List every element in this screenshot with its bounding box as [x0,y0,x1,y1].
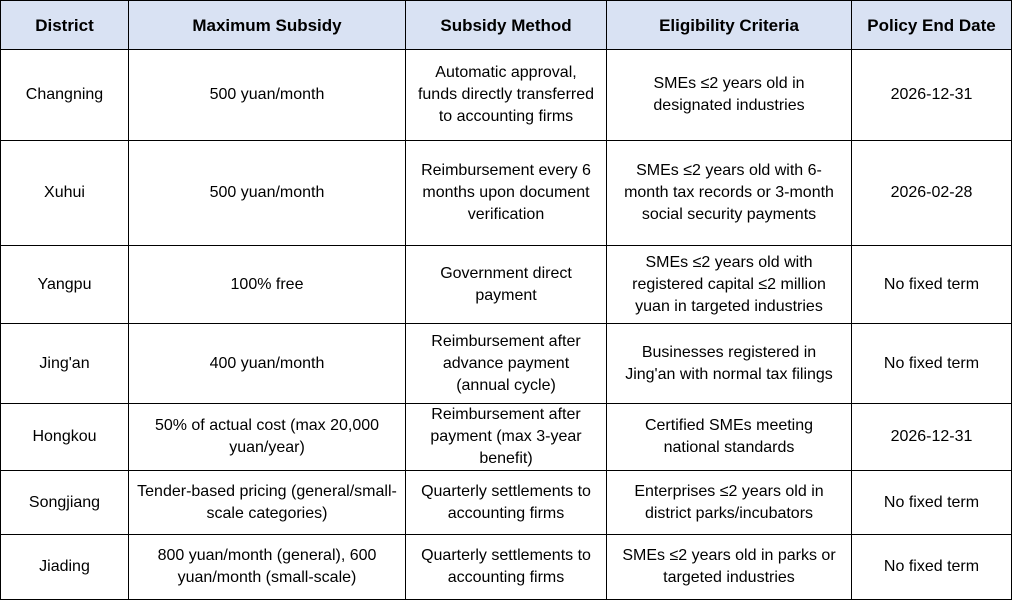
district-cell: Jiading [1,535,129,600]
max-subsidy-cell: 500 yuan/month [129,141,406,246]
header-maximum-subsidy: Maximum Subsidy [129,1,406,50]
end-date-cell: No fixed term [852,246,1012,324]
header-policy-end-date: Policy End Date [852,1,1012,50]
header-row [1,1,1012,50]
end-date-cell: 2026-12-31 [852,50,1012,141]
max-subsidy-cell: 500 yuan/month [129,50,406,141]
eligibility-cell: Certified SMEs meeting national standards [607,404,852,471]
max-subsidy-cell: 100% free [129,246,406,324]
method-cell: Quarterly settlements to accounting firms [406,535,607,600]
method-cell: Quarterly settlements to accounting firms [406,471,607,535]
method-cell: Reimbursement every 6 months upon document verification [406,141,607,246]
district-cell: Yangpu [1,246,129,324]
table-row [1,324,1012,404]
district-cell: Xuhui [1,141,129,246]
eligibility-cell: Enterprises ≤2 years old in district parks/incubators [607,471,852,535]
table-row [1,404,1012,471]
table-row [1,535,1012,600]
table-row [1,50,1012,141]
max-subsidy-cell: 50% of actual cost (max 20,000 yuan/year) [129,404,406,471]
district-cell: Songjiang [1,471,129,535]
end-date-cell: No fixed term [852,535,1012,600]
table-row [1,246,1012,324]
max-subsidy-cell: Tender-based pricing (general/small-scale categories) [129,471,406,535]
method-cell: Reimbursement after payment (max 3-year benefit) [406,404,607,471]
header-district: District [1,1,129,50]
district-cell: Hongkou [1,404,129,471]
header-eligibility-criteria: Eligibility Criteria [607,1,852,50]
max-subsidy-cell: 800 yuan/month (general), 600 yuan/month (small-scale) [129,535,406,600]
district-cell: Changning [1,50,129,141]
max-subsidy-cell: 400 yuan/month [129,324,406,404]
end-date-cell: No fixed term [852,324,1012,404]
table-row [1,471,1012,535]
eligibility-cell: SMEs ≤2 years old with registered capital ≤2 million yuan in targeted industries [607,246,852,324]
header-subsidy-method: Subsidy Method [406,1,607,50]
end-date-cell: 2026-12-31 [852,404,1012,471]
eligibility-cell: SMEs ≤2 years old with 6-month tax records or 3-month social security payments [607,141,852,246]
eligibility-cell: SMEs ≤2 years old in parks or targeted industries [607,535,852,600]
eligibility-cell: Businesses registered in Jing'an with normal tax filings [607,324,852,404]
method-cell: Government direct payment [406,246,607,324]
table-row [1,141,1012,246]
eligibility-cell: SMEs ≤2 years old in designated industries [607,50,852,141]
end-date-cell: No fixed term [852,471,1012,535]
method-cell: Automatic approval, funds directly transferred to accounting firms [406,50,607,141]
end-date-cell: 2026-02-28 [852,141,1012,246]
method-cell: Reimbursement after advance payment (annual cycle) [406,324,607,404]
district-cell: Jing'an [1,324,129,404]
